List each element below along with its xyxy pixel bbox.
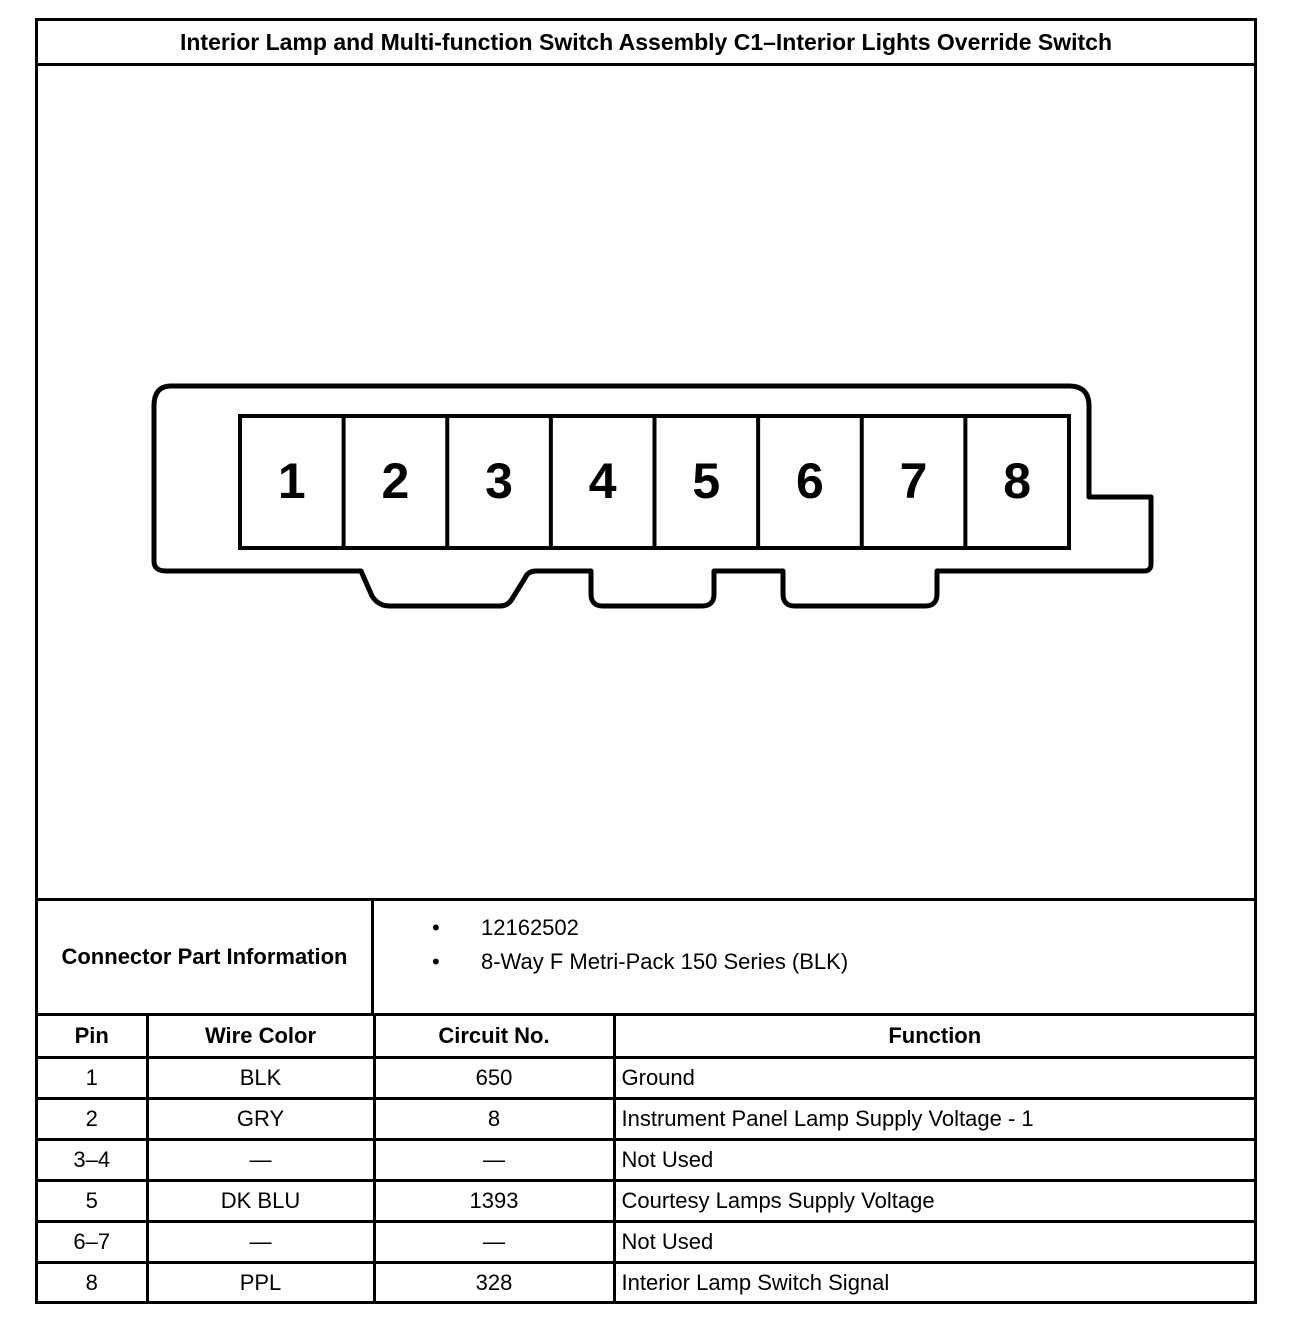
- table-row: [38, 1098, 1254, 1139]
- pin-cavities: [278, 416, 1031, 548]
- cell-function: Courtesy Lamps Supply Voltage: [614, 1180, 1254, 1221]
- cell-wire-color: DK BLU: [147, 1180, 374, 1221]
- cell-function: Interior Lamp Switch Signal: [614, 1262, 1254, 1303]
- part-info-list: [374, 901, 1254, 1023]
- header-function: Function: [614, 1016, 1254, 1057]
- cell-function: Ground: [614, 1057, 1254, 1098]
- cell-wire-color: —: [147, 1139, 374, 1180]
- header-pin: Pin: [38, 1016, 147, 1057]
- connector-sheet: [35, 18, 1257, 1304]
- pin-number-3: 3: [485, 453, 513, 509]
- cell-function: Not Used: [614, 1139, 1254, 1180]
- bullet-icon: •: [432, 949, 440, 974]
- cell-circuit: 1393: [374, 1180, 614, 1221]
- connector-drawing: [38, 66, 1254, 898]
- cell-wire-color: GRY: [147, 1098, 374, 1139]
- pin-number-4: 4: [588, 453, 617, 509]
- connector-diagram: [38, 66, 1254, 898]
- pin-number-2: 2: [381, 453, 410, 509]
- header-circuit-no: Circuit No.: [374, 1016, 614, 1057]
- cell-pin: 1: [38, 1057, 147, 1098]
- cell-circuit: —: [374, 1139, 614, 1180]
- cell-circuit: —: [374, 1221, 614, 1262]
- part-info-item: [374, 911, 1254, 945]
- cell-pin: 3–4: [38, 1139, 147, 1180]
- table-row: [38, 1262, 1254, 1303]
- part-info-item: [374, 945, 1254, 979]
- table-row: [38, 1057, 1254, 1098]
- pin-number-1: 1: [277, 453, 306, 509]
- table-row: [38, 1180, 1254, 1221]
- cell-wire-color: —: [147, 1221, 374, 1262]
- header-wire-color: Wire Color: [147, 1016, 374, 1057]
- part-info-label: Connector Part Information: [38, 901, 374, 1013]
- table-header-row: [38, 1016, 1254, 1057]
- bullet-icon: •: [432, 915, 440, 940]
- pin-number-7: 7: [899, 453, 928, 509]
- cell-circuit: 650: [374, 1057, 614, 1098]
- pinout-table: [38, 1016, 1254, 1303]
- cell-circuit: 328: [374, 1262, 614, 1303]
- cell-pin: 8: [38, 1262, 147, 1303]
- cell-function: Not Used: [614, 1221, 1254, 1262]
- part-number: 12162502: [481, 915, 579, 940]
- table-row: [38, 1139, 1254, 1180]
- cell-pin: 5: [38, 1180, 147, 1221]
- cell-pin: 2: [38, 1098, 147, 1139]
- connector-part-info: [38, 898, 1254, 1016]
- table-row: [38, 1221, 1254, 1262]
- cell-circuit: 8: [374, 1098, 614, 1139]
- connector-series: 8-Way F Metri-Pack 150 Series (BLK): [481, 949, 849, 974]
- cell-wire-color: BLK: [147, 1057, 374, 1098]
- cell-pin: 6–7: [38, 1221, 147, 1262]
- pin-number-8: 8: [1003, 453, 1032, 509]
- pin-number-5: 5: [692, 453, 721, 509]
- cell-function: Instrument Panel Lamp Supply Voltage - 1: [614, 1098, 1254, 1139]
- pin-number-6: 6: [796, 453, 824, 509]
- page-title: Interior Lamp and Multi-function Switch Assembly C1–Interior Lights Override Switch: [38, 21, 1254, 66]
- cell-wire-color: PPL: [147, 1262, 374, 1303]
